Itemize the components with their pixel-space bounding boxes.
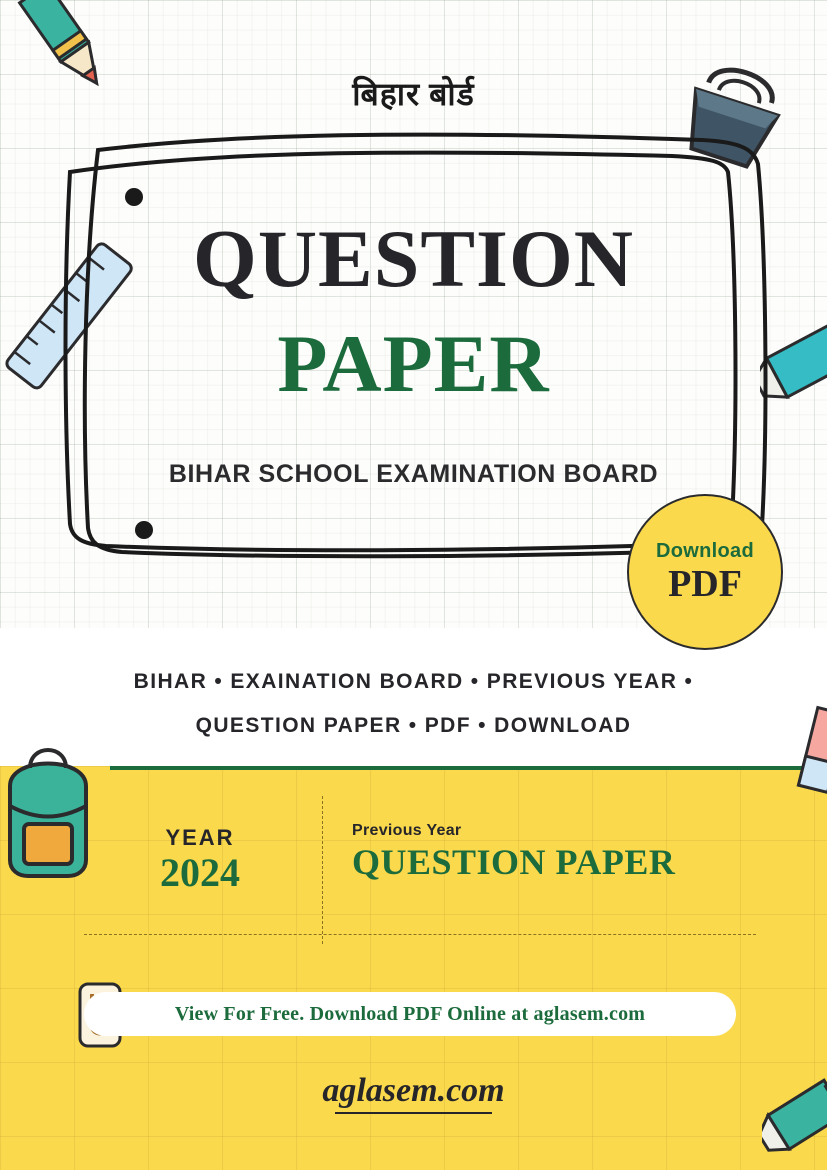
backpack-icon bbox=[0, 728, 116, 888]
keyword-line-2: QUESTION PAPER • PDF • DOWNLOAD bbox=[195, 714, 632, 737]
board-name-hindi: बिहार बोर्ड bbox=[352, 76, 475, 112]
keyword-list bbox=[0, 660, 827, 748]
page-subtitle: BIHAR SCHOOL EXAMINATION BOARD bbox=[168, 460, 659, 488]
badge-download-label: Download bbox=[656, 539, 754, 562]
download-pdf-badge[interactable] bbox=[627, 494, 783, 650]
cta-text: View For Free. Download PDF Online at aglasem.com bbox=[174, 1002, 646, 1025]
panel-vertical-divider bbox=[322, 796, 323, 944]
page-title-line1: QUESTION bbox=[193, 213, 634, 304]
site-brand-underline bbox=[335, 1112, 492, 1114]
keyword-line-1: BIHAR • EXAINATION BOARD • PREVIOUS YEAR • bbox=[133, 670, 694, 693]
frame-dot-bottom-left bbox=[135, 521, 153, 539]
page-title-line2: PAPER bbox=[277, 318, 550, 409]
year-block bbox=[110, 825, 290, 895]
badge-pdf-label: PDF bbox=[668, 562, 742, 605]
site-brand: aglasem.com bbox=[322, 1072, 505, 1109]
frame-dot-top-left bbox=[125, 188, 143, 206]
paper-block bbox=[352, 822, 675, 884]
panel-horizontal-divider bbox=[84, 934, 756, 935]
paper-kicker: Previous Year bbox=[352, 822, 462, 839]
cta-banner[interactable] bbox=[84, 992, 736, 1036]
year-label: YEAR bbox=[165, 825, 235, 850]
year-value: 2024 bbox=[160, 850, 240, 895]
paper-heading: QUESTION PAPER bbox=[352, 842, 676, 882]
